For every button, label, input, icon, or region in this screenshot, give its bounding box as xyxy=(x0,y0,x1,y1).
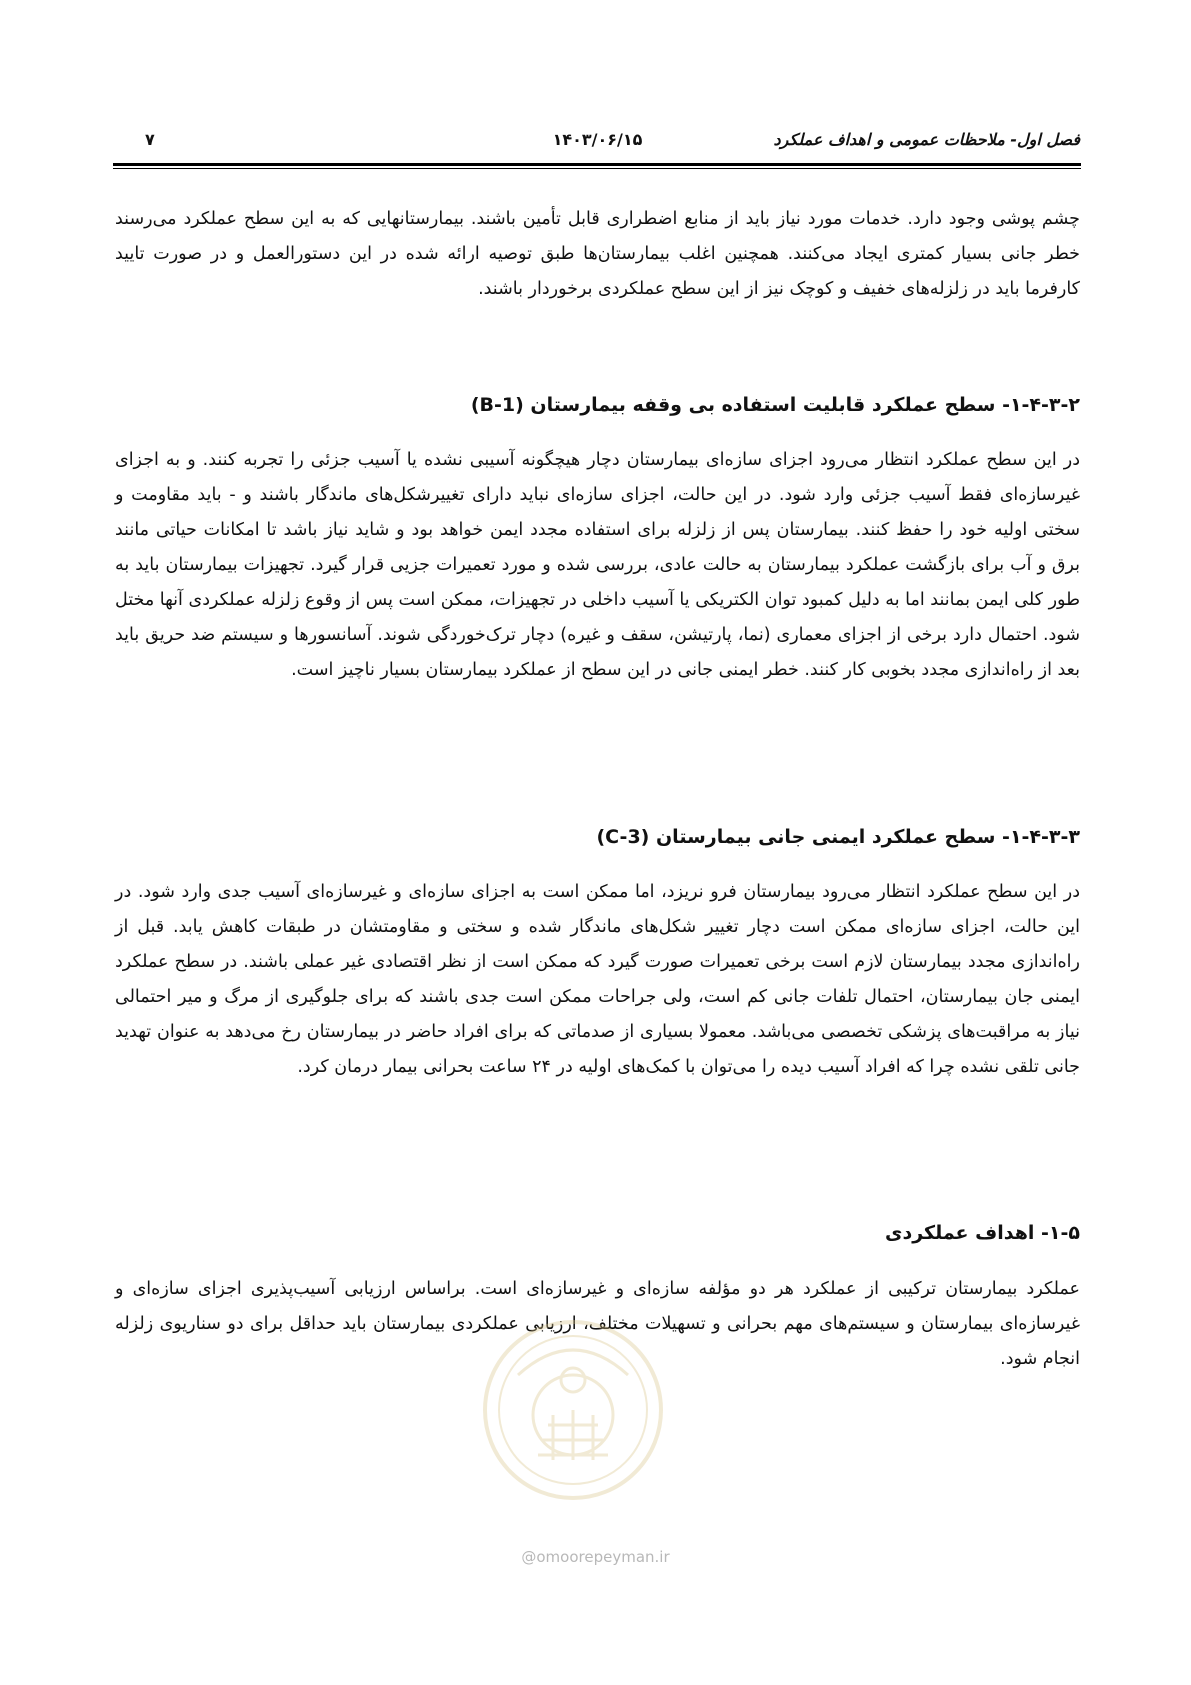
section-performance-goals xyxy=(115,1218,1080,1248)
page-header xyxy=(115,130,1080,160)
section-body: در این سطح عملکرد انتظار می‌رود اجزای سازه‌ای بیمارستان دچار هیچگونه آسیبی نشده یا آسیب جزئی را تجربه کنند. و به اجزای غیرسازه‌ای فقط آسیب جزئی وارد شود. در این حالت، اجزای سازه‌ای نباید دارای تغییرشکل‌های ماندگار باشند و - باید مقاومت و سختی اولیه خود را حفظ کنند. بیمارستان پس از زلزله برای استفاده مجدد ایمن خواهد بود و شاید نیاز باشد تا امکانات حیاتی مانند برق و آب برای بازگشت عملکرد بیمارستان به حالت عادی، بررسی شده و مورد تعمیرات جزیی قرار گیرد. تجهیزات بیمارستان باید به طور کلی ایمن بمانند اما به دلیل کمبود توان الکتریکی یا آسیب داخلی در تجهیزات، ممکن است پس از وقوع زلزله عملکردی آنها مختل شود. احتمال دارد برخی از اجزای معماری (نما، پارتیشن، سقف و غیره) دچار ترک‌خوردگی شوند. آسانسورها و سیستم ضد حریق باید بعد از راه‌اندازی مجدد بخوبی کار کنند. خطر ایمنی جانی در این سطح از عملکرد بیمارستان بسیار ناچیز است. xyxy=(115,450,1080,680)
section-heading: ۱-۵- اهداف عملکردی xyxy=(885,1222,1080,1244)
seal-logo-icon xyxy=(478,1315,668,1505)
watermark-url: @omoorepeyman.ir xyxy=(521,1548,670,1566)
section-c3-body-block xyxy=(115,875,1080,1085)
section-b1 xyxy=(115,390,1080,420)
section-heading: ۱-۴-۳-۳- سطح عملکرد ایمنی جانی بیمارستان (C-3) xyxy=(596,826,1080,848)
page-number: ۷ xyxy=(145,130,155,149)
header-date: ۱۴۰۳/۰۶/۱۵ xyxy=(552,130,643,149)
header-rule-thin xyxy=(113,168,1081,169)
section-c3 xyxy=(115,822,1080,852)
header-rule-thick xyxy=(113,163,1081,166)
section-b1-body-block xyxy=(115,443,1080,688)
section-body: عملکرد بیمارستان ترکیبی از عملکرد هر دو مؤلفه سازه‌ای و غیرسازه‌ای است. براساس ارزیابی آسیب‌پذیری اجزای سازه‌ای و غیرسازه‌ای بیمارستان و سیستم‌های مهم بحرانی و تسهیلات مختلف، ارزیابی عملکردی بیمارستان باید حداقل برای دو سناریوی زلزله انجام شود. xyxy=(115,1279,1080,1369)
section-body: در این سطح عملکرد انتظار می‌رود بیمارستان فرو نریزد، اما ممکن است به اجزای سازه‌ای و غیرسازه‌ای آسیب جدی وارد شود. در این حالت، اجزای سازه‌ای ممکن است دچار تغییر شکل‌های ماندگار شده و سختی و مقاومتشان در طبقات کاهش یابد. قبل از راه‌اندازی مجدد بیمارستان لازم است برخی تعمیرات صورت گیرد که ممکن است از نظر اقتصادی غیر عملی باشند. در سطح عملکرد ایمنی جان بیمارستان، احتمال تلفات جانی کم است، ولی جراحات ممکن است جدی باشند که برای جلوگیری از مرگ و میر احتمالی نیاز به مراقبت‌های پزشکی تخصصی می‌باشد. معمولا بسیاری از صدماتی که برای افراد حاضر در بیمارستان رخ می‌دهد به عنوان تهدید جانی تلقی نشده چرا که افراد آسیب دیده را می‌توان با کمک‌های اولیه در ۲۴ ساعت بحرانی بیمار درمان کرد. xyxy=(115,882,1080,1077)
intro-paragraph: چشم پوشی وجود دارد. خدمات مورد نیاز باید از منابع اضطراری قابل تأمین باشند. بیمارستانهایی که به این سطح عملکرد می‌رسند خطر جانی بسیار کمتری ایجاد می‌کنند. همچنین اغلب بیمارستان‌ها طبق توصیه ارائه شده در این دستورالعمل و در صورت تایید کارفرما باید در زلزله‌های خفیف و کوچک نیز از این سطح عملکردی برخوردار باشند. xyxy=(115,209,1080,299)
chapter-title: فصل اول- ملاحظات عمومی و اهداف عملکرد xyxy=(773,130,1080,149)
section-heading: ۱-۴-۳-۲- سطح عملکرد قابلیت استفاده بی وقفه بیمارستان (B-1) xyxy=(470,394,1080,416)
intro-block xyxy=(115,202,1080,307)
